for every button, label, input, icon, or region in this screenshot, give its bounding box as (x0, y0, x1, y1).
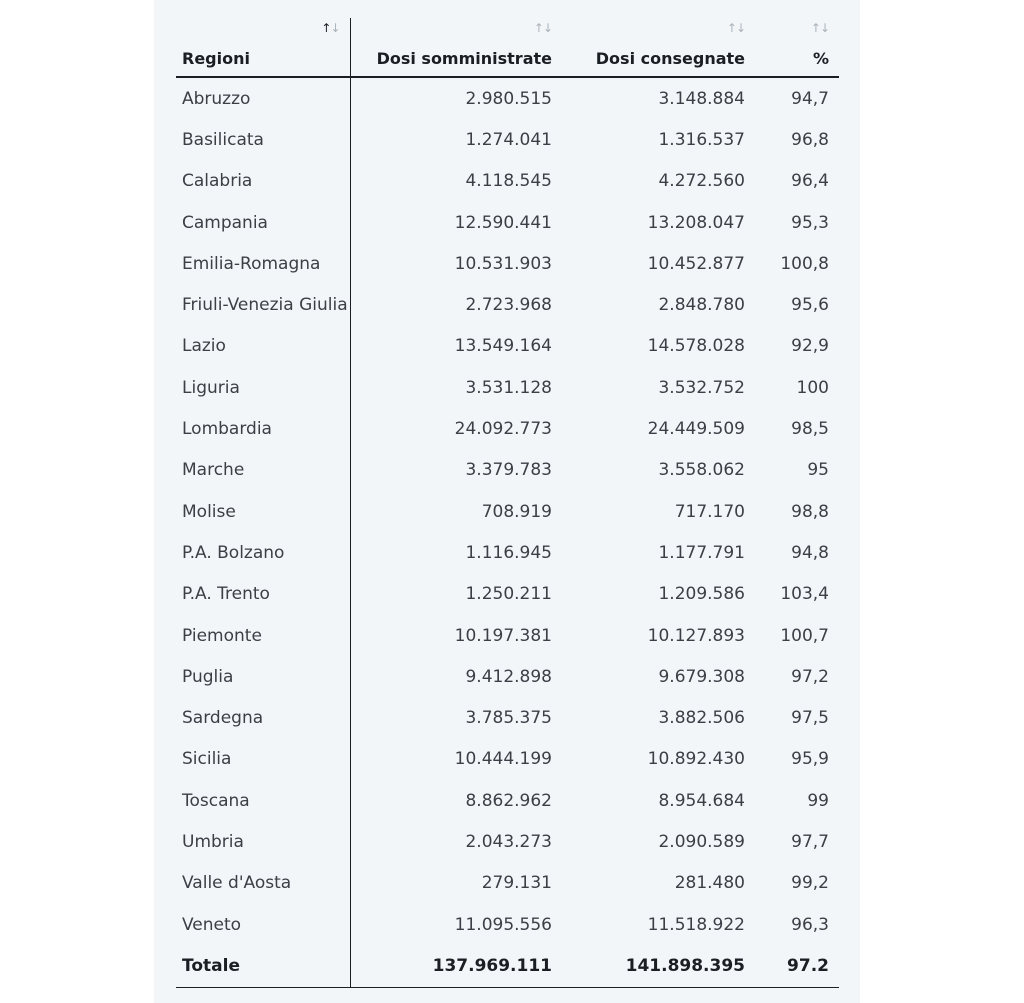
cell-percent: 92,9 (791, 336, 829, 357)
cell-region: Basilicata (176, 119, 350, 160)
cell-delivered: 281.480 (674, 873, 745, 894)
cell-delivered: 141.898.395 (562, 945, 755, 987)
cell-percent: 95,6 (791, 295, 829, 316)
column-header-delivered-label: Dosi consegnate (595, 49, 745, 68)
cell-administered: 2.980.515 (465, 88, 552, 109)
table-row (176, 491, 839, 532)
cell-region: P.A. Bolzano (176, 532, 350, 573)
cell-region: Puglia (176, 656, 350, 697)
cell-percent: 95,9 (791, 749, 829, 770)
cell-administered: 10.444.199 (454, 749, 552, 770)
cell-percent: 97,5 (791, 708, 829, 729)
cell-administered: 11.095.556 (454, 914, 552, 935)
cell-administered: 708.919 (481, 501, 552, 522)
cell-percent: 100,8 (780, 253, 829, 274)
cell-region: Totale (176, 945, 350, 987)
cell-delivered: 717.170 (674, 501, 745, 522)
table-total-row (176, 945, 839, 987)
cell-administered: 10.197.381 (454, 625, 552, 646)
table-row (176, 532, 839, 573)
table-row (176, 739, 839, 780)
cell-delivered: 1.316.537 (658, 129, 745, 150)
cell-delivered: 14.578.028 (647, 336, 745, 357)
cell-administered: 1.116.945 (465, 542, 552, 563)
cell-delivered: 3.882.506 (658, 708, 745, 729)
cell-percent: 94,8 (791, 542, 829, 563)
cell-region: Sardegna (176, 697, 350, 738)
cell-delivered: 13.208.047 (647, 212, 745, 233)
cell-administered: 3.531.128 (465, 377, 552, 398)
cell-region: Sicilia (176, 739, 350, 780)
cell-delivered: 2.848.780 (658, 295, 745, 316)
cell-percent: 99 (807, 790, 829, 811)
cell-administered: 279.131 (481, 873, 552, 894)
cell-administered: 9.412.898 (465, 666, 552, 687)
vaccine-table-container (176, 18, 839, 988)
table-row (176, 408, 839, 449)
cell-percent: 95 (807, 460, 829, 481)
cell-percent: 99,2 (791, 873, 829, 894)
column-header-administered[interactable] (350, 18, 562, 77)
table-row (176, 284, 839, 325)
column-header-percent-label: % (812, 49, 829, 68)
cell-region: Lombardia (176, 408, 350, 449)
table-row (176, 326, 839, 367)
cell-percent: 97,7 (791, 831, 829, 852)
sort-arrows-icon[interactable]: ↑↓ (321, 21, 340, 35)
cell-delivered: 11.518.922 (647, 914, 745, 935)
column-header-region-label: Regioni (182, 49, 250, 68)
cell-administered: 4.118.545 (465, 171, 552, 192)
cell-administered: 1.250.211 (465, 584, 552, 605)
cell-percent: 96,8 (791, 129, 829, 150)
table-row (176, 202, 839, 243)
column-header-region[interactable] (176, 18, 350, 77)
sort-arrows-icon[interactable]: ↑↓ (726, 21, 745, 35)
cell-delivered: 3.148.884 (658, 88, 745, 109)
table-row (176, 243, 839, 284)
cell-region: Marche (176, 450, 350, 491)
cell-administered: 2.043.273 (465, 831, 552, 852)
cell-delivered: 2.090.589 (658, 831, 745, 852)
table-row (176, 161, 839, 202)
cell-administered: 3.785.375 (465, 708, 552, 729)
cell-administered: 8.862.962 (465, 790, 552, 811)
cell-region: Umbria (176, 821, 350, 862)
table-header (176, 18, 839, 77)
cell-administered: 3.379.783 (465, 460, 552, 481)
cell-delivered: 9.679.308 (658, 666, 745, 687)
cell-administered: 24.092.773 (454, 419, 552, 440)
cell-percent: 98,8 (791, 501, 829, 522)
cell-delivered: 3.532.752 (658, 377, 745, 398)
cell-percent: 95,3 (791, 212, 829, 233)
cell-percent: 97,2 (791, 666, 829, 687)
cell-region: Valle d'Aosta (176, 863, 350, 904)
cell-percent: 96,4 (791, 171, 829, 192)
cell-region: Calabria (176, 161, 350, 202)
cell-region: Campania (176, 202, 350, 243)
table-row (176, 367, 839, 408)
cell-region: Liguria (176, 367, 350, 408)
cell-percent: 97.2 (755, 945, 839, 987)
cell-region: Piemonte (176, 615, 350, 656)
cell-administered: 1.274.041 (465, 129, 552, 150)
table-row (176, 863, 839, 904)
cell-delivered: 4.272.560 (658, 171, 745, 192)
table-row (176, 574, 839, 615)
cell-delivered: 1.209.586 (658, 584, 745, 605)
column-header-administered-label: Dosi somministrate (376, 49, 552, 68)
cell-region: Veneto (176, 904, 350, 945)
header-row (176, 18, 839, 77)
table-row (176, 697, 839, 738)
cell-region: Emilia-Romagna (176, 243, 350, 284)
cell-region: Friuli-Venezia Giulia (176, 284, 350, 325)
cell-delivered: 10.127.893 (647, 625, 745, 646)
table-row (176, 77, 839, 119)
cell-percent: 100 (796, 377, 829, 398)
cell-delivered: 24.449.509 (647, 419, 745, 440)
cell-administered: 10.531.903 (454, 253, 552, 274)
table-row (176, 904, 839, 945)
cell-region: Molise (176, 491, 350, 532)
cell-percent: 103,4 (780, 584, 829, 605)
cell-delivered: 3.558.062 (658, 460, 745, 481)
table-row (176, 780, 839, 821)
sort-arrows-icon[interactable]: ↑↓ (810, 21, 829, 35)
table-row (176, 450, 839, 491)
column-header-percent[interactable] (755, 18, 839, 77)
cell-percent: 98,5 (791, 419, 829, 440)
cell-region: Toscana (176, 780, 350, 821)
sort-arrows-icon[interactable]: ↑↓ (533, 21, 552, 35)
cell-delivered: 10.892.430 (647, 749, 745, 770)
cell-percent: 100,7 (780, 625, 829, 646)
cell-administered: 137.969.111 (350, 945, 562, 987)
cell-delivered: 1.177.791 (658, 542, 745, 563)
cell-percent: 96,3 (791, 914, 829, 935)
cell-administered: 13.549.164 (454, 336, 552, 357)
column-header-delivered[interactable] (562, 18, 755, 77)
table-row (176, 656, 839, 697)
table-body (176, 77, 839, 987)
table-row (176, 119, 839, 160)
table-row (176, 821, 839, 862)
cell-administered: 2.723.968 (465, 295, 552, 316)
cell-delivered: 8.954.684 (658, 790, 745, 811)
cell-region: Lazio (176, 326, 350, 367)
cell-administered: 12.590.441 (454, 212, 552, 233)
cell-percent: 94,7 (791, 88, 829, 109)
vaccine-doses-table (176, 18, 839, 988)
cell-delivered: 10.452.877 (647, 253, 745, 274)
cell-region: Abruzzo (176, 77, 350, 119)
cell-region: P.A. Trento (176, 574, 350, 615)
table-row (176, 615, 839, 656)
